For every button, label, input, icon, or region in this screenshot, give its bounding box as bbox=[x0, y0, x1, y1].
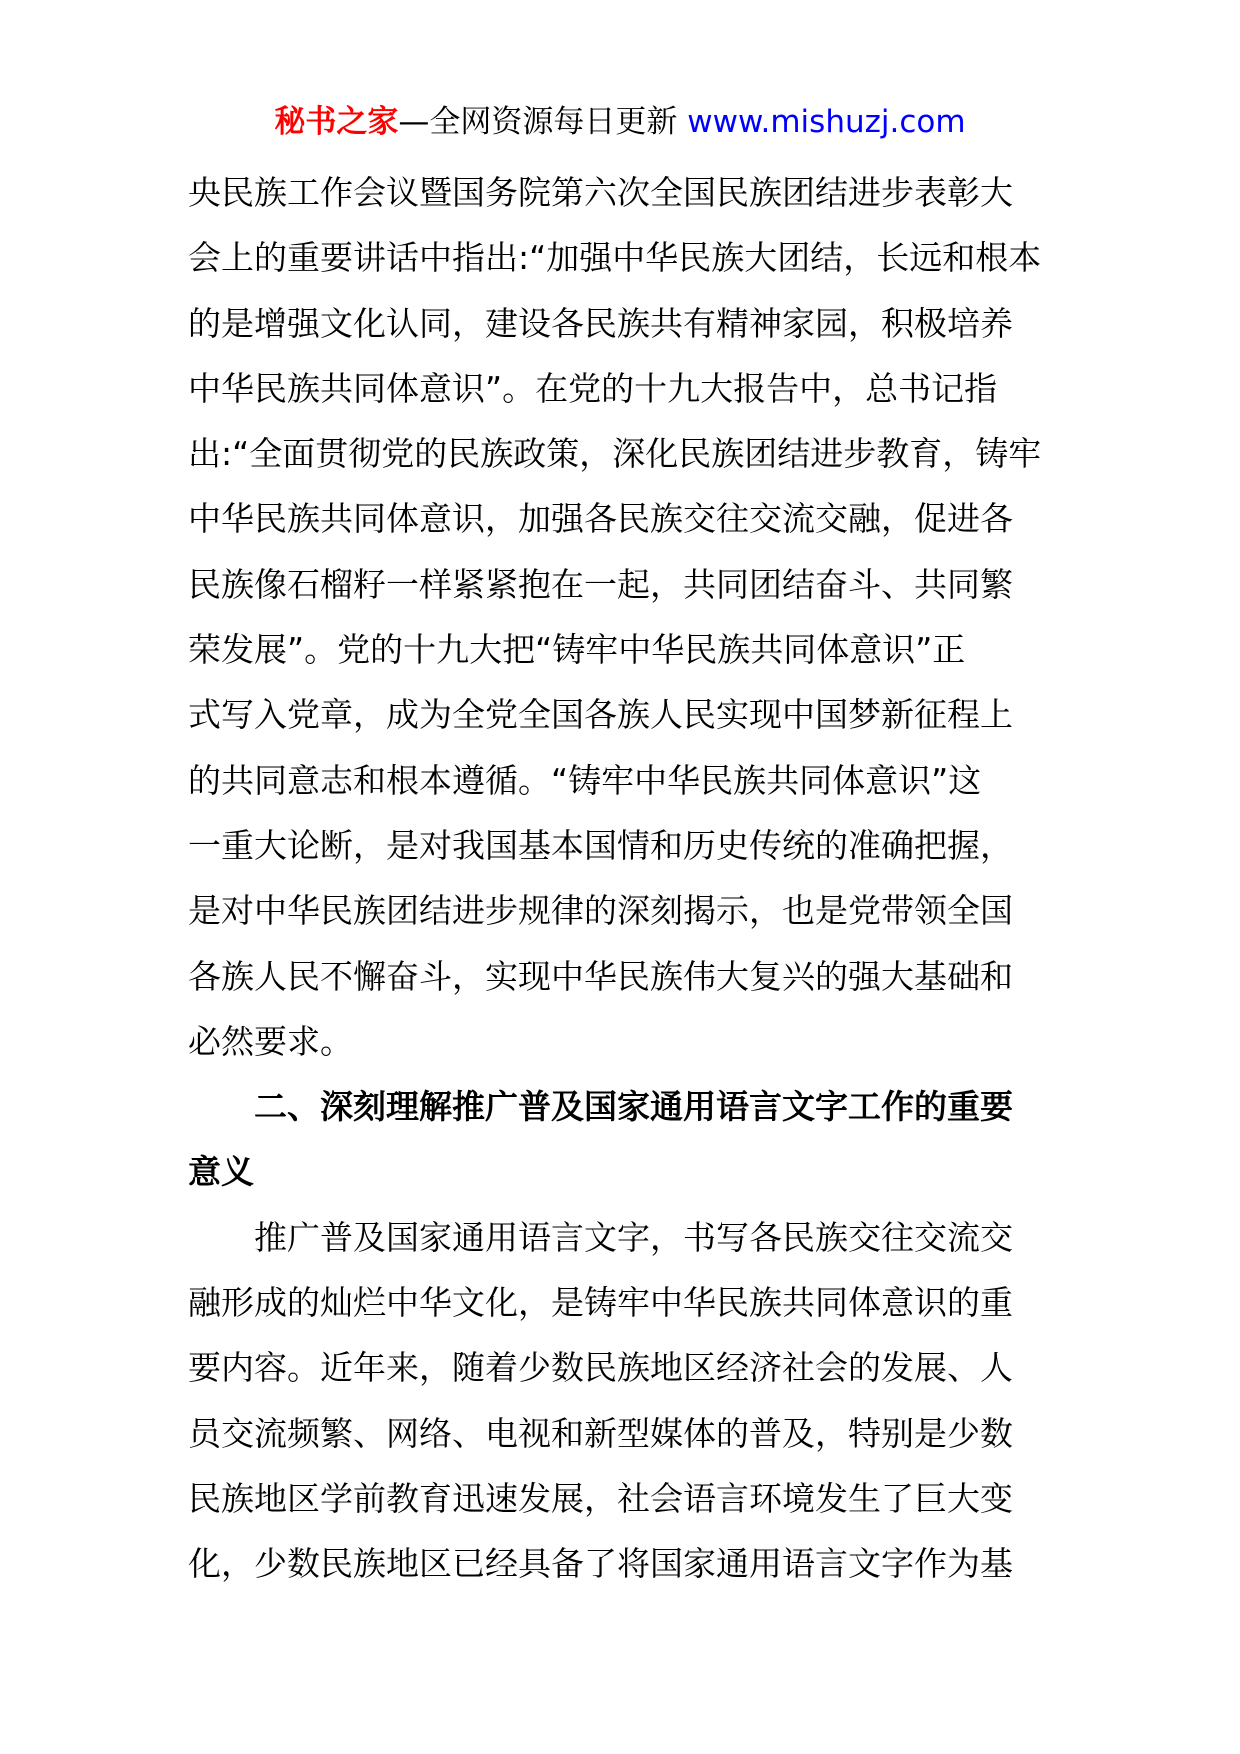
text-line: 是对中华民族团结进步规律的深刻揭示，也是党带领全国 bbox=[188, 891, 1013, 931]
text-line: 式写入党章，成为全党全国各族人民实现中国梦新征程上 bbox=[188, 695, 1013, 735]
header-brand: 秘书之家 bbox=[274, 104, 399, 140]
text-line: 出:“全面贯彻党的民族政策，深化民族团结进步教育，铸牢 bbox=[188, 434, 1042, 474]
text-line: 各族人民不懈奋斗，实现中华民族伟大复兴的强大基础和 bbox=[188, 956, 1013, 996]
heading-line: 意义 bbox=[188, 1152, 254, 1192]
header-tagline: —全网资源每日更新 bbox=[398, 104, 688, 140]
text-line: 推广普及国家通用语言文字，书写各民族交往交流交 bbox=[188, 1217, 1013, 1257]
text-line: 民族地区学前教育迅速发展，社会语言环境发生了巨大变 bbox=[188, 1478, 1013, 1518]
text-line: 要内容。近年来，随着少数民族地区经济社会的发展、人 bbox=[188, 1348, 1013, 1388]
section-heading bbox=[188, 1074, 1068, 1205]
text-line: 民族像石榴籽一样紧紧抱在一起，共同团结奋斗、共同繁 bbox=[188, 564, 1013, 604]
text-line: 一重大论断，是对我国基本国情和历史传统的准确把握， bbox=[188, 825, 1013, 865]
text-line: 员交流频繁、网络、电视和新型媒体的普及，特别是少数 bbox=[188, 1413, 1013, 1453]
page-header bbox=[0, 102, 1240, 142]
text-line: 必然要求。 bbox=[188, 1021, 353, 1061]
text-line: 中华民族共同体意识，加强各民族交往交流交融，促进各 bbox=[188, 499, 1013, 539]
text-line: 会上的重要讲话中指出:“加强中华民族大团结，长远和根本 bbox=[188, 238, 1042, 278]
heading-line: 二、深刻理解推广普及国家通用语言文字工作的重要 bbox=[188, 1087, 1013, 1127]
text-line: 的共同意志和根本遵循。“铸牢中华民族共同体意识”这 bbox=[188, 760, 982, 800]
document-body bbox=[188, 160, 1068, 1597]
text-line: 荣发展”。党的十九大把“铸牢中华民族共同体意识”正 bbox=[188, 630, 966, 670]
header-url-link[interactable]: www.mishuzj.com bbox=[687, 104, 966, 140]
text-line: 化，少数民族地区已经具备了将国家通用语言文字作为基 bbox=[188, 1544, 1013, 1584]
text-line: 中华民族共同体意识”。在党的十九大报告中，总书记指 bbox=[188, 368, 998, 408]
text-line: 的是增强文化认同，建设各民族共有精神家园，积极培养 bbox=[188, 303, 1013, 343]
body-paragraph bbox=[188, 160, 1068, 1074]
text-line: 融形成的灿烂中华文化，是铸牢中华民族共同体意识的重 bbox=[188, 1283, 1013, 1323]
text-line: 央民族工作会议暨国务院第六次全国民族团结进步表彰大 bbox=[188, 173, 1013, 212]
body-paragraph bbox=[188, 1205, 1068, 1597]
